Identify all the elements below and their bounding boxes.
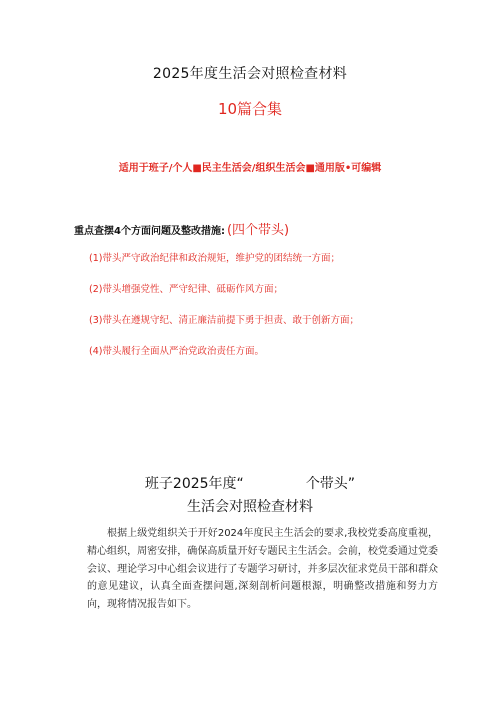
section-title-line2: 生活会对照检查材料 [187, 499, 313, 515]
section-title-part2: 个带头” [305, 476, 356, 492]
focus-tag: (四个带头) [226, 223, 290, 238]
document-title: 2025年度生活会对照检查材料 [152, 66, 348, 82]
applicable-scope-line: 适用于班子/个人■民主生活会/组织生活会■通用版•可编辑 [118, 163, 382, 174]
document-subtitle: 10篇合集 [217, 100, 283, 118]
focus-label: 重点查摆4个方面问题及整改措施: [74, 226, 225, 237]
body-paragraph: 根据上级党组织关于开好2024年度民主生活会的要求,我校党委高度重视，精心组织，周密安排，确保高质量开好专题民主生活会。会前，校党委通过党委会议、理论学习中心组会议进行了专题学习研讨，并多层次征求党员干部和群众的意见建议，认真全面查摆问题,深刻剖析问题根源，明确整改措施和努力方向，现将情况报告如下。 [87, 528, 438, 611]
section-title-part1: 班子2025年度“ [144, 476, 244, 492]
focus-heading [74, 219, 474, 238]
focus-item-2: (2)带头增强党性、严守纪律、砥砺作风方面； [89, 284, 283, 295]
section-title-line1 [0, 473, 500, 493]
focus-item-4: (4)带头履行全面从严治党政治责任方面。 [89, 346, 264, 357]
focus-item-3: (3)带头在遵规守纪、清正廉洁前提下勇于担责、敢于创新方面； [89, 315, 359, 326]
focus-item-1: (1)带头严守政治纪律和政治规矩，维护党的团结统一方面； [89, 253, 340, 264]
focus-items-list [89, 252, 479, 376]
